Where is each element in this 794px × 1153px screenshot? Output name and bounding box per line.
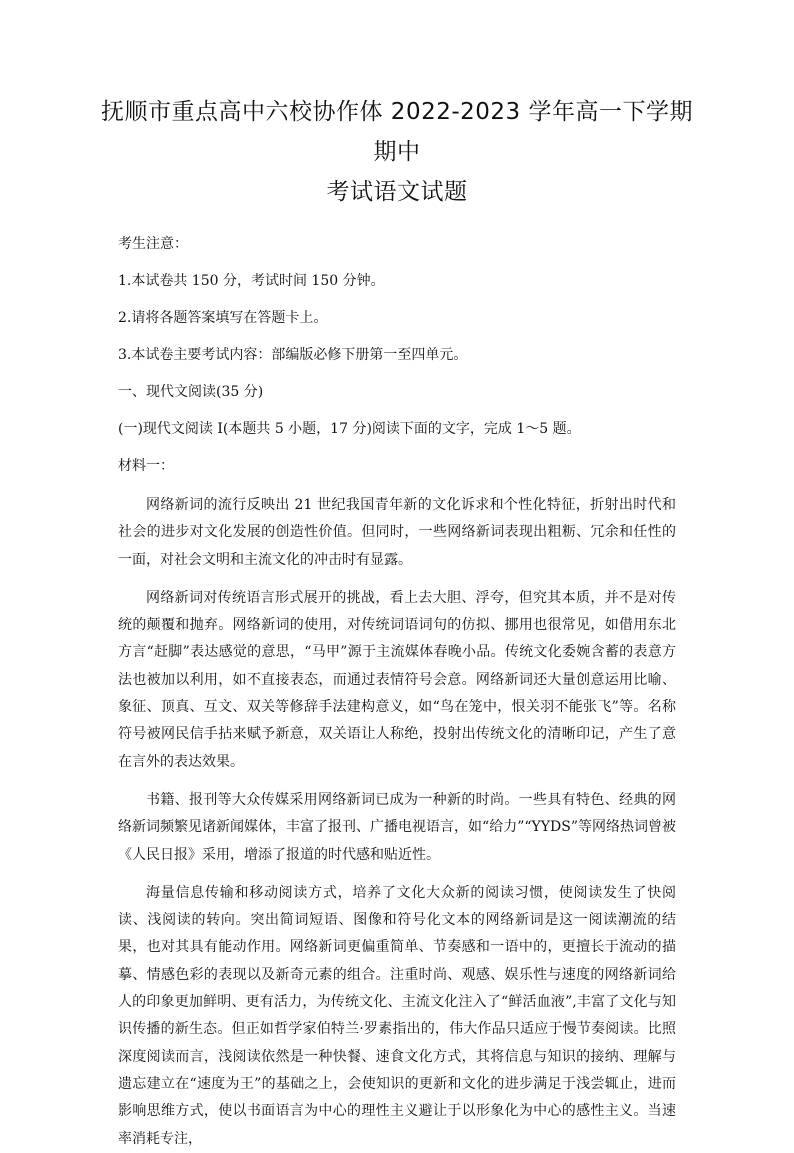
section-heading: 一、现代文阅读(35 分) (118, 384, 264, 400)
body-paragraph-2: 网络新词对传统语言形式展开的挑战，看上去大胆、浮夸，但究其本质，并不是对传统的颠覆和抛弃。网络新词的使用，对传统词语词句的仿拟、挪用也很常见，如借用东北方言“赶脚”表达感觉的意思，“马甲”源于主流媒体春晚小品。传统文化委婉含蓄的表意方法也被加以利用，如不直接表态，而通过表情符号会意。网络新词还大量创意运用比喻、象征、顶真、互文、双关等修辞手法建构意义，如“鸟在笼中，恨关羽不能张飞”等。名称符号被网民信手拈来赋予新意，双关语让人称绝，投射出传统文化的清晰印记，产生了意在言外的表达效果。 (118, 589, 676, 770)
notice-item-3: 3.本试卷主要考试内容：部编版必修下册第一至四单元。 (118, 347, 468, 363)
notice-heading: 考生注意： (118, 236, 188, 252)
material-label: 材料一： (118, 458, 174, 474)
title-line-1: 抚顺市重点高中六校协作体 2022-2023 学年高一下学期期中 (101, 99, 693, 165)
document-title (98, 92, 696, 212)
notice-item-2: 2.请将各题答案填写在答题卡上。 (118, 310, 328, 326)
title-line-2: 考试语文试题 (326, 179, 468, 205)
notice-item-1: 1.本试卷共 150 分，考试时间 150 分钟。 (118, 273, 385, 289)
body-paragraph-4: 海量信息传输和移动阅读方式，培养了文化大众新的阅读习惯，使阅读发生了快阅读、浅阅读的转向。突出简词短语、图像和符号化文本的网络新词是这一阅读潮流的结果，也对其具有能动作用。网络新词更偏重简单、节奏感和一语中的，更擅长于流动的描摹、情感色彩的表现以及新奇元素的组合。注重时尚、观感、娱乐性与速度的网络新词给人的印象更加鲜明、更有活力，为传统文化、主流文化注入了“鲜活血液”,丰富了文化与知识传播的新生态。但正如哲学家伯特兰·罗素指出的，伟大作品只适应于慢节奏阅读。比照深度阅读而言，浅阅读依然是一种快餐、速食文化方式，其将信息与知识的接纳、理解与遗忘建立在“速度为王”的基础之上，会使知识的更新和文化的进步满足于浅尝辄止，进而影响思维方式，使以书面语言为中心的理性主义避让于以形象化为中心的感性主义。当速率消耗专注， (118, 884, 676, 1147)
body-paragraph-3: 书籍、报刊等大众传媒采用网络新词已成为一种新的时尚。一些具有特色、经典的网络新词频繁见诸新闻媒体，丰富了报刊、广播电视语言，如“给力”“YYDS”等网络热词曾被《人民日报》采用，增添了报道的时代感和贴近性。 (118, 791, 676, 863)
body-paragraph-1: 网络新词的流行反映出 21 世纪我国青年新的文化诉求和个性化特征，折射出时代和社会的进步对文化发展的创造性价值。但同时，一些网络新词表现出粗粝、冗余和任性的一面，对社会文明和主流文化的冲击时有显露。 (118, 497, 676, 568)
subsection-heading: (一)现代文阅读 I(本题共 5 小题，17 分)阅读下面的文字，完成 1～5 题。 (118, 421, 581, 437)
